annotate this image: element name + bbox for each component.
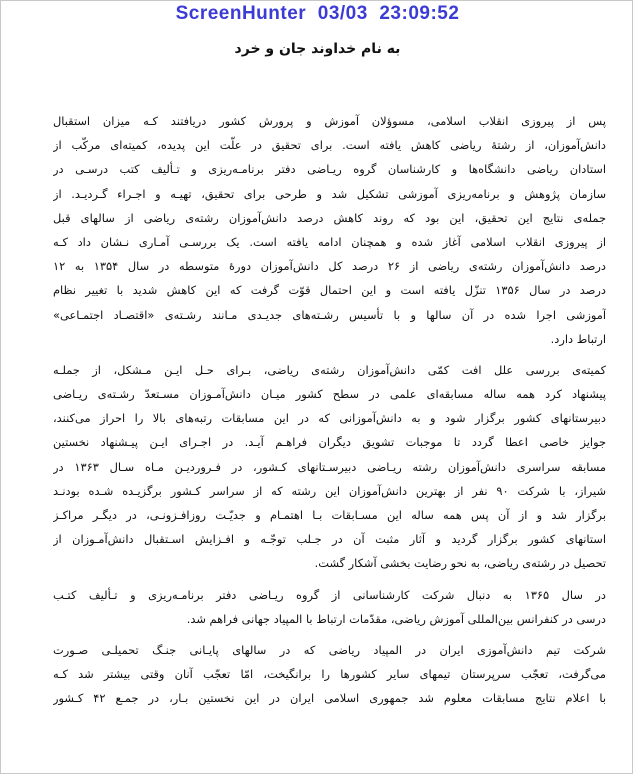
text-line: مسابقه سراسری دانش‌آموزان رشته ریـاضی دبیرسـتانهای کـشور، در فـروردیـن مـاه سـال ۱۳۶۳ در bbox=[53, 459, 606, 474]
screenhunter-watermark bbox=[1, 3, 633, 25]
paragraph-gap bbox=[53, 576, 606, 583]
text-line: پیشنهاد کرد همه ساله مسابقه‌ای علمی در سطح کشور میـان دانش‌آمـوزان مسـتعدّ رشـته‌ی ریـاضی bbox=[53, 387, 606, 402]
watermark-app: ScreenHunter bbox=[175, 3, 307, 24]
paragraph-gap bbox=[53, 351, 606, 358]
watermark-date: 03/03 bbox=[317, 3, 368, 24]
text-line: آموزشی اجرا شده در آن سالها و با تأسیس رشـته‌های جدیـدی مـانند رشـته‌ی «اقتصـاد اجتمـاعی» bbox=[53, 307, 606, 322]
text-line: دبیرستانهای کشور برگزار شود و به دانش‌آموزانی که در این مسابقات رتبه‌های بالا را احراز می‌کنند، bbox=[53, 411, 606, 426]
paragraph-gap bbox=[53, 631, 606, 638]
paragraph bbox=[53, 109, 606, 351]
text-line: جمله‌ی نتایج این تحقیق، این بود که روند کاهش درصد دانش‌آموزان رشته‌ی ریاضی از سالهای قبل bbox=[53, 210, 606, 225]
paragraph bbox=[53, 583, 606, 631]
document-body bbox=[53, 109, 606, 774]
text-line: جوایز خاصی اعطا گردد تا موجبات تشویق دیگران فراهـم آیـد. در اجـرای ایـن پیـشنهاد نخستین bbox=[53, 435, 606, 450]
text-line: کمیته‌ی بررسی علل افت کمّی دانش‌آموزان رشته‌ی ریاضی، بـرای حـل ایـن مـشکل، از جملـه bbox=[53, 362, 606, 377]
paragraph bbox=[53, 358, 606, 576]
text-line: شرکت تیم دانش‌آموزی ایران در المپیاد ریاضی که در سالهای پایـانی جنـگ تحمیلـی صـورت bbox=[53, 642, 606, 657]
text-line: دانش‌آموزان، از رشتهٔ ریاضی کاهش یافته است. برای تحقیق در علّت این پدیده، کمیته‌ای مرکّب از bbox=[53, 138, 606, 153]
text-line: استادان ریاضی دانشگاه‌ها و کارشناسان گروه ریـاضی دفتر برنامـه‌ریزی و تـألیف کتب درسـی در bbox=[53, 162, 606, 177]
text-line: سازمان پژوهش و برنامه‌ریزی آموزشی تشکیل شد و طرحی برای تحقیق، تهیـه و اجـراء گـردیـد. از bbox=[53, 186, 606, 201]
text-line: در سال ۱۳۶۵ به دنبال شرکت کارشناسانی از گروه ریـاضی دفتر برنامـه‌ریزی و تـألیف کتـب bbox=[53, 587, 606, 602]
text-line: شیراز، با شرکت ۹۰ نفر از بهترین دانش‌آموزان این رشته که از سراسر کـشور برگزیـده شـده بودنـد bbox=[53, 483, 606, 498]
page-title: به نام خداوند جان و خرد bbox=[234, 41, 401, 57]
text-line: ارتباط دارد. bbox=[550, 331, 606, 346]
text-line: درصد در سال ۱۳۵۶ تنزّل یافته است و این احتمال قوّت گرفت که این کاهش شدید با تغییر نظام bbox=[53, 283, 606, 298]
text-line: درصد دانش‌آموزان رشته‌ی ریاضی از ۲۶ درصد کل دانش‌آموزان دورهٔ متوسطه در سال ۱۳۵۴ به ۱۲ bbox=[53, 259, 606, 274]
text-line: تحصیل در رشته‌ی ریاضی، به نحو رضایت بخشی آشکار گشت. bbox=[314, 556, 606, 571]
text-line: می‌گرفت، تعجّب سرپرستان تیمهای سایر کشورها را برانگیخت، امّا تعجّب آنان وقتی بیشتر شد کـه bbox=[53, 667, 606, 682]
watermark-time: 23:09:52 bbox=[379, 3, 460, 24]
text-line: با اعلام نتایج مسابقات معلوم شد جمهوری اسلامی ایران در این نخستین بـار، در جمـع ۴۲ کـشور bbox=[53, 691, 606, 706]
text-line: برگزار شد و از آن پس همه ساله این مسـابقات بـا اهتمـام و جدیّـت روزافـزونـی، در دیگـر مراکـز bbox=[53, 508, 606, 522]
text-line: استانهای کشور برگزار گردید و آثار مثبت آن در جـلب توجّـه و افـزایش اسـتقبال دانش‌آمـوزان از bbox=[53, 532, 606, 547]
text-line: پس از پیروزی انقلاب اسلامی، مسوؤلان آموزش و پرورش کشور دریافتند کـه میزان استقبال bbox=[53, 114, 606, 128]
text-line: درسی در کنفرانس بین‌المللی آموزش ریاضی، مقدّمات ارتباط با المپیاد جهانی فراهم شد. bbox=[186, 611, 606, 626]
text-line: از پیروزی انقلاب اسلامی آغاز شده و همچنان ادامه یافته است. یک بررسـی آمـاری نـشان داد کـه bbox=[53, 234, 606, 249]
paragraph bbox=[53, 638, 606, 711]
